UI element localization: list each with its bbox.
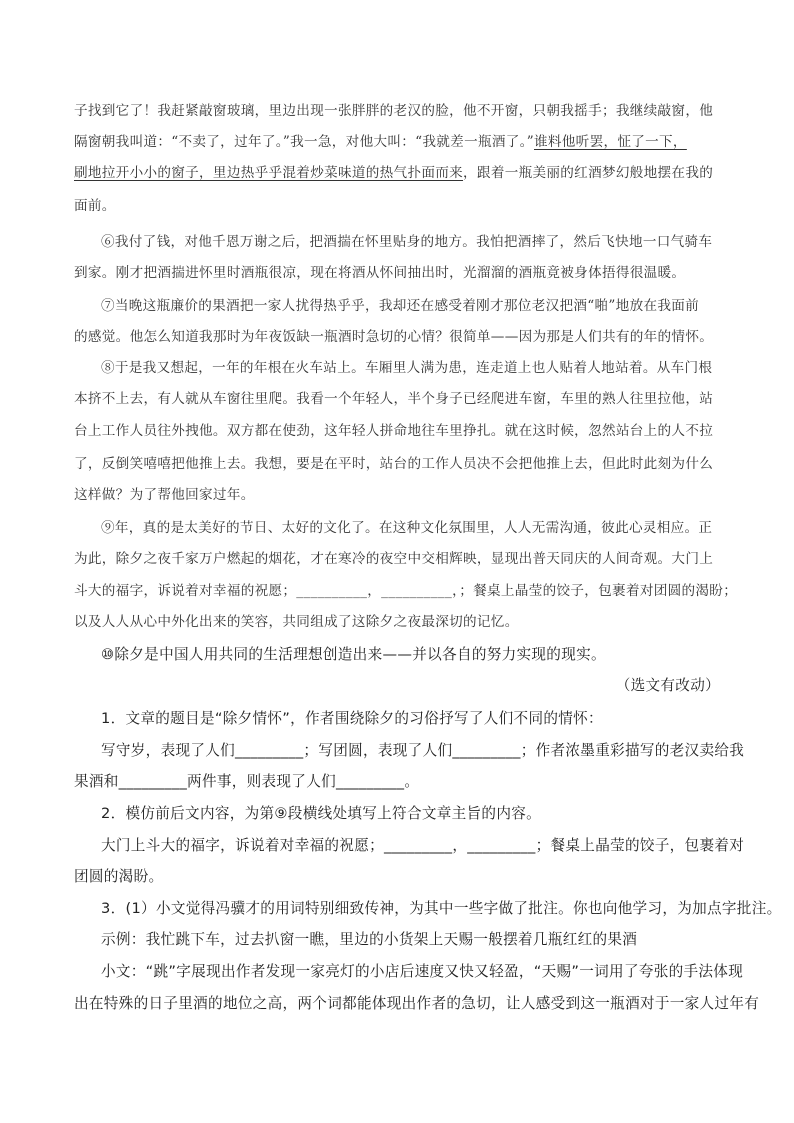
question-3-line: 小文：“跳”字展现出作者发现一家亮灯的小店后速度又快又轻盈，“天赐”一词用了夸张的手法体现 <box>101 963 744 980</box>
underlined-text: 刷地拉开小小的窗子，里边热乎乎混着炒菜味道的热气扑面而来 <box>74 165 464 181</box>
passage-text: ，跟着一瓶美丽的红酒梦幻般地摆在我的 <box>463 165 714 181</box>
underlined-text: 谁料他听罢，怔了一下， <box>534 134 687 150</box>
question-1-prompt: 1．文章的题目是“除夕情怀”，作者围绕除夕的习俗抒写了人们不同的情怀： <box>101 710 603 727</box>
question-3-example: 示例：我忙跳下车，过去扒窗一瞧，里边的小货架上天赐一般摆着几瓶红红的果酒 <box>101 931 638 948</box>
paragraph-9-line: 斗大的福字，诉说着对幸福的祝愿；__________，__________，；餐桌上晶莹的饺子，包裹着对团圆的渴盼； <box>74 583 738 599</box>
paragraph-8-line: 这样做？为了帮他回家过年。 <box>74 487 255 503</box>
paragraph-7-line: 的感觉。他怎么知道我那时为年夜饭缺一瓶酒时急切的心情？很简单——因为那是人们共有的年的情怀。 <box>74 329 714 345</box>
paragraph-10: ⑩除夕是中国人用共同的生活理想创造出来——并以各自的努力实现的现实。 <box>101 646 606 663</box>
paragraph-8-line: 台上工作人员往外拽他。双方都在使劲，这年轻人拼命地往车里挣扎。就在这时候，忽然站台上的人不拉 <box>74 423 714 439</box>
paragraph-7-line: ⑦当晚这瓶廉价的果酒把一家人扰得热乎乎，我却还在感受着刚才那位老汉把酒“啪”地放在我面前 <box>101 298 700 314</box>
paragraph-9-line: 为此，除夕之夜千家万户燃起的烟花，才在寒冷的夜空中交相辉映，显现出普天同庆的人间奇观。大门上 <box>74 551 714 567</box>
question-3-line: 出在特殊的日子里酒的地位之高，两个词都能体现出作者的急切，让人感受到这一瓶酒对于一家人过年有 <box>74 995 760 1012</box>
paragraph-9-line: ⑨年，真的是太美好的节日、太好的文化了。在这种文化氛围里，人人无需沟通，彼此心灵相应。正 <box>101 520 713 536</box>
question-2-line: 大门上斗大的福字，诉说着对幸福的祝愿；_________，_________；餐桌上晶莹的饺子，包裹着对 <box>101 837 745 854</box>
question-2-line: 团圆的渴盼。 <box>74 868 164 885</box>
paragraph-9-line: 以及人人从心中外化出来的笑容，共同组成了这除夕之夜最深切的记忆。 <box>74 614 519 630</box>
passage-line <box>74 132 722 152</box>
passage-text: 隔窗朝我叫道：“不卖了，过年了。”我一急，对他大叫：“我就差一瓶酒了。” <box>74 134 534 150</box>
paragraph-8-line: 本挤不上去，有人就从车窗往里爬。我看一个年轻人，半个身子已经爬进车窗，车里的熟人往里拉他，站 <box>74 391 714 407</box>
paragraph-8-line: 了，反倒笑嘻嘻把他推上去。我想，要是在平时，站台的工作人员决不会把他推上去，但此时此刻为什么 <box>74 456 714 472</box>
question-1-line: 写守岁，表现了人们_________；写团圆，表现了人们_________；作者浓墨重彩描写的老汉卖给我 <box>101 742 745 759</box>
question-3-prompt: 3．(1）小文觉得冯骥才的用词特别细致传神，为其中一些字做了批注。你也向他学习，为加点字批注。 <box>101 900 782 917</box>
passage-line: 面前。 <box>74 198 116 214</box>
source-note: （选文有改动） <box>615 677 720 694</box>
paragraph-8-line: ⑧于是我又想起，一年的年根在火车站上。车厢里人满为患，连走道上也人贴着人地站着。从车门根 <box>101 360 713 376</box>
paragraph-6-line: 到家。刚才把酒揣进怀里时酒瓶很凉，现在将酒从怀间抽出时，光溜溜的酒瓶竟被身体捂得很温暖。 <box>74 265 686 281</box>
paragraph-6-line: ⑥我付了钱，对他千恩万谢之后，把酒揣在怀里贴身的地方。我怕把酒摔了，然后飞快地一口气骑车 <box>101 234 713 250</box>
passage-line: 子找到它了！我赶紧敲窗玻璃，里边出现一张胖胖的老汉的脸，他不开窗，只朝我摇手；我继续敲窗，他 <box>74 103 714 119</box>
question-2-prompt: 2．模仿前后文内容，为第⑨段横线处填写上符合文章主旨的内容。 <box>101 805 541 822</box>
passage-line <box>74 163 722 183</box>
question-1-line: 果酒和_________两件事，则表现了人们_________。 <box>74 773 420 790</box>
